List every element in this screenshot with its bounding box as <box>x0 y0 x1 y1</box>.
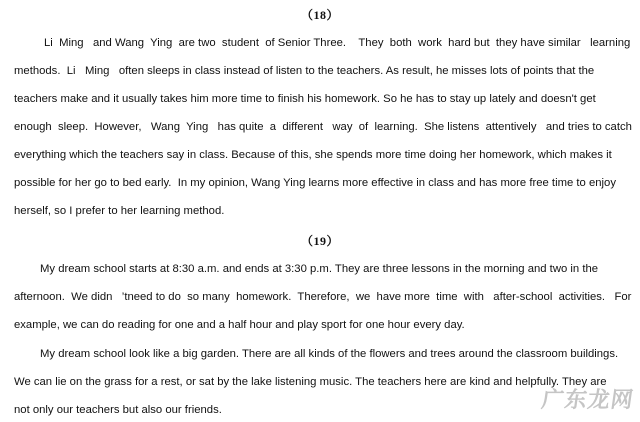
text-line: not only our teachers but also our friends. <box>14 404 222 416</box>
text-line: herself, so I prefer to her learning method. <box>14 205 225 217</box>
section-number-19: （19） <box>300 234 339 248</box>
text-line: example, we can do reading for one and a half hour and play sport for one hour every day. <box>14 319 465 331</box>
text-line: My dream school look like a big garden. There are all kinds of the flowers and trees around the classroom buildings. <box>40 348 619 360</box>
text-line: afternoon. We didn ’tneed to do so many homework. Therefore, we have more time with after-school activities. For <box>14 291 632 303</box>
text-line: My dream school starts at 8:30 a.m. and ends at 3:30 p.m. They are three lessons in the morning and two in the <box>40 263 599 275</box>
text-line: Li Ming and Wang Ying are two student of Senior Three. They both work hard but they have similar learning <box>44 37 631 49</box>
text-line: everything which the teachers say in class. Because of this, she spends more time doing her homework, which makes it <box>14 149 612 161</box>
text-line: We can lie on the grass for a rest, or sat by the lake listening music. The teachers here are kind and helpfully. They are <box>14 376 607 388</box>
text-line: teachers make and it usually takes him more time to finish his homework. So he has to stay up lately and doesn't get <box>14 93 596 105</box>
text-line: methods. Li Ming often sleeps in class instead of listen to the teachers. As result, he misses lots of points that the <box>14 65 595 77</box>
text-line: enough sleep. However, Wang Ying has quite a different way of learning. She listens attentively and tries to catch <box>14 121 632 133</box>
text-line: possible for her go to bed early. In my opinion, Wang Ying learns more effective in class and has more free time to enjoy <box>14 177 616 189</box>
section-number-18: （18） <box>300 8 339 22</box>
watermark-logo: 广东龙网 <box>539 388 636 413</box>
